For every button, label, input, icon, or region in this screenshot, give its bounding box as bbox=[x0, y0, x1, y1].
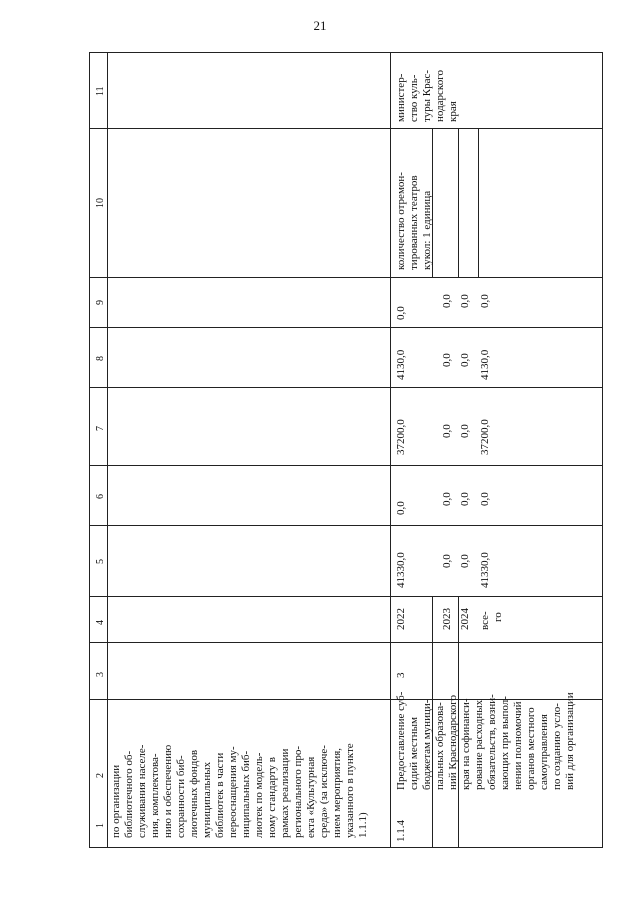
vtotal-col7: 37200,0 bbox=[479, 419, 491, 455]
v2022-col5: 41330,0 bbox=[395, 552, 407, 588]
header-col-8: 8 bbox=[95, 356, 106, 361]
header-col-5: 5 bbox=[95, 559, 106, 564]
header-col-10: 10 bbox=[95, 198, 106, 208]
vtotal-col9: 0,0 bbox=[479, 294, 491, 308]
v2023-col6: 0,0 bbox=[441, 492, 453, 506]
v2024-col9: 0,0 bbox=[459, 294, 471, 308]
header-col-11: 11 bbox=[95, 86, 106, 96]
v2024-col7: 0,0 bbox=[459, 424, 471, 438]
year-total-2: го bbox=[492, 612, 504, 622]
vtotal-col5: 41330,0 bbox=[479, 552, 491, 588]
year-total: все- bbox=[479, 611, 491, 630]
v2024-col5: 0,0 bbox=[459, 554, 471, 568]
row-number: 1.1.4 bbox=[395, 820, 407, 842]
v2024-col8: 0,0 bbox=[459, 353, 471, 367]
v2023-col9: 0,0 bbox=[441, 294, 453, 308]
header-col-6: 6 bbox=[95, 494, 106, 499]
header-col-1: 1 bbox=[95, 823, 106, 828]
year-2024: 2024 bbox=[459, 608, 471, 630]
v2022-col7: 37200,0 bbox=[395, 419, 407, 455]
row-col3: 3 bbox=[395, 672, 407, 678]
vtotal-col8: 4130,0 bbox=[479, 349, 491, 380]
header-col-9: 9 bbox=[95, 300, 106, 305]
v2023-col8: 0,0 bbox=[441, 353, 453, 367]
v2022-col8: 4130,0 bbox=[395, 349, 407, 380]
v2023-col5: 0,0 bbox=[441, 554, 453, 568]
vtotal-col6: 0,0 bbox=[479, 492, 491, 506]
header-col-4: 4 bbox=[95, 620, 106, 625]
header-col-7: 7 bbox=[95, 426, 106, 431]
header-col-3: 3 bbox=[95, 672, 106, 677]
v2022-col6: 0,0 bbox=[395, 501, 407, 515]
header-col-2: 2 bbox=[95, 773, 106, 778]
year-2022: 2022 bbox=[395, 608, 407, 630]
v2022-col9: 0,0 bbox=[395, 306, 407, 320]
year-2023: 2023 bbox=[441, 608, 453, 630]
v2023-col7: 0,0 bbox=[441, 424, 453, 438]
page-number: 21 bbox=[313, 18, 327, 33]
v2024-col6: 0,0 bbox=[459, 492, 471, 506]
